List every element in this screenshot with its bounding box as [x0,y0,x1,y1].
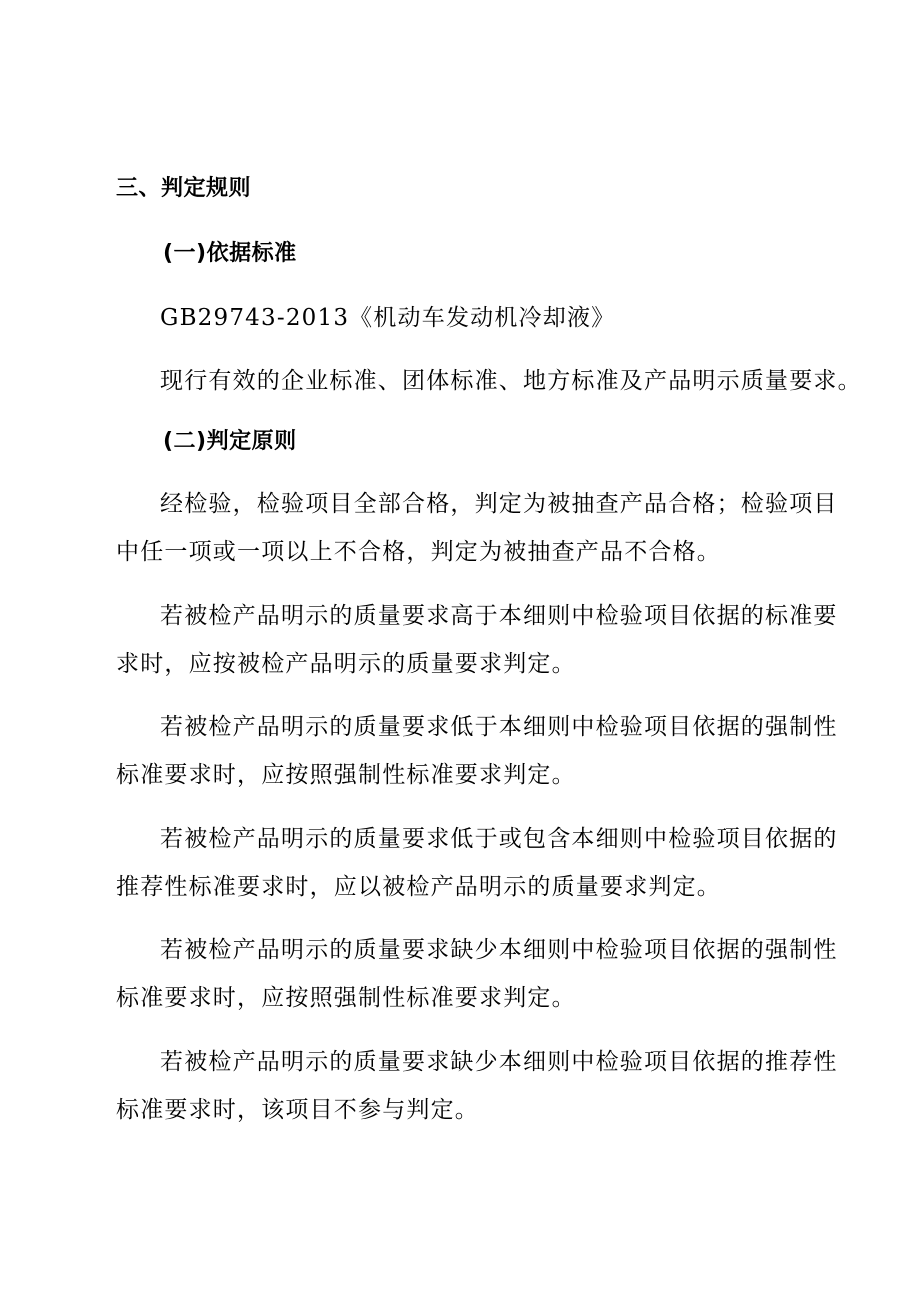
subsection-heading-principles: (二)判定原则 [163,429,297,454]
paragraph-line: 若被检产品明示的质量要求缺少本细则中检验项目依据的强制性 [160,937,838,963]
paragraph-line: 标准要求时，该项目不参与判定。 [116,1097,479,1123]
standard-reference: GB29743-2013《机动车发动机冷却液》 [160,305,616,331]
paragraph-line: 求时，应按被检产品明示的质量要求判定。 [116,651,576,677]
paragraph-line: 若被检产品明示的质量要求低于本细则中检验项目依据的强制性 [160,714,838,740]
paragraph-line: 推荐性标准要求时，应以被检产品明示的质量要求判定。 [116,874,721,900]
paragraph-line: 经检验，检验项目全部合格，判定为被抽查产品合格；检验项目 [160,491,838,517]
paragraph-line: 若被检产品明示的质量要求低于或包含本细则中检验项目依据的 [160,826,838,852]
paragraph-line: 中任一项或一项以上不合格，判定为被抽查产品不合格。 [116,539,721,565]
paragraph-line: 标准要求时，应按照强制性标准要求判定。 [116,762,576,788]
standard-note: 现行有效的企业标准、团体标准、地方标准及产品明示质量要求。 [160,368,862,394]
paragraph-line: 标准要求时，应按照强制性标准要求判定。 [116,985,576,1011]
section-heading: 三、判定规则 [116,176,252,201]
paragraph-line: 若被检产品明示的质量要求缺少本细则中检验项目依据的推荐性 [160,1049,838,1075]
subsection-heading-standards: (一)依据标准 [163,241,297,266]
paragraph-line: 若被检产品明示的质量要求高于本细则中检验项目依据的标准要 [160,603,838,629]
